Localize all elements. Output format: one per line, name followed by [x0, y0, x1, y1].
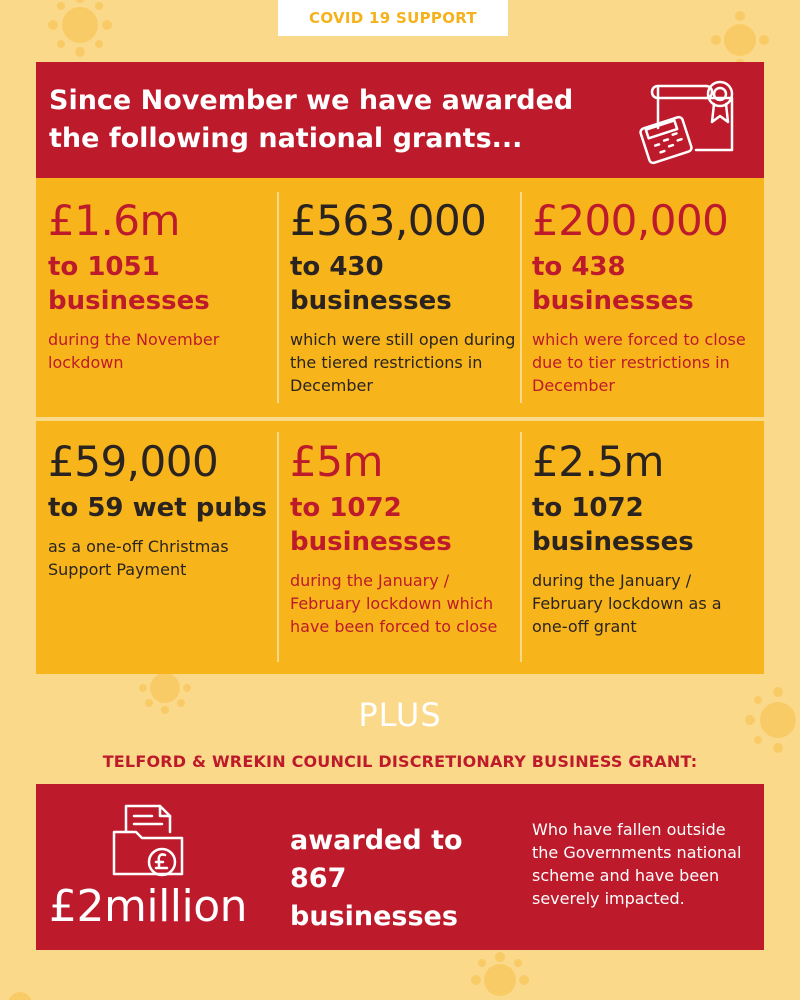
- grant-card-one-off: [532, 439, 758, 638]
- document-folder-pound-icon: [108, 802, 188, 884]
- grant-headline: to 430 businesses: [290, 252, 452, 316]
- grants-grid: [36, 178, 764, 674]
- grant-description: during the November lockdown: [48, 330, 220, 372]
- grant-description: during the January / February lockdown as a one-off grant: [532, 571, 722, 636]
- grant-amount: £2.5m: [532, 437, 664, 486]
- grant-headline: to 59 wet pubs: [48, 493, 267, 523]
- grant-headline: to 1072 businesses: [532, 493, 694, 557]
- column-divider: [520, 432, 522, 662]
- discretionary-headline: awarded to 867 businesses: [290, 825, 463, 932]
- grant-amount: £59,000: [48, 437, 219, 486]
- virus-icon: [0, 990, 40, 1000]
- grant-card-tier-closed: [532, 198, 758, 397]
- council-grant-heading: TELFORD & WREKIN COUNCIL DISCRETIONARY BUSINESS GRANT:: [102, 752, 698, 771]
- column-divider: [277, 432, 279, 662]
- column-divider: [277, 192, 279, 403]
- grant-amount: £200,000: [532, 196, 729, 245]
- discretionary-description: Who have fallen outside the Governments national scheme and have been severely impacted.: [532, 820, 742, 908]
- grant-amount: £5m: [290, 437, 383, 486]
- grant-card-tiered-open: [290, 198, 516, 397]
- grant-description: as a one-off Christmas Support Payment: [48, 537, 229, 579]
- grant-description: during the January / February lockdown which have been forced to close: [290, 571, 498, 636]
- virus-icon: [460, 950, 540, 1000]
- grant-card-november: [48, 198, 274, 374]
- covid-support-tag: COVID 19 SUPPORT: [278, 0, 508, 36]
- grant-card-wet-pubs: [48, 439, 274, 581]
- banner-title: Since November we have awarded the following national grants...: [49, 85, 574, 154]
- grant-description: which were forced to close due to tier restrictions in December: [532, 330, 746, 395]
- grant-amount: £1.6m: [48, 196, 180, 245]
- discretionary-grant-panel: [36, 784, 764, 950]
- virus-icon: [40, 0, 120, 60]
- grant-description: which were still open during the tiered restrictions in December: [290, 330, 516, 395]
- national-grants-banner: [36, 62, 764, 178]
- grant-headline: to 1051 businesses: [48, 252, 210, 316]
- grant-headline: to 438 businesses: [532, 252, 694, 316]
- column-divider: [520, 192, 522, 403]
- grant-card-lockdown-closed: [290, 439, 516, 638]
- grant-amount: £563,000: [290, 196, 487, 245]
- discretionary-amount: £2million: [49, 881, 248, 932]
- plus-heading: PLUS: [358, 696, 442, 734]
- row-divider: [36, 417, 764, 421]
- grant-headline: to 1072 businesses: [290, 493, 452, 557]
- virus-icon: [700, 10, 780, 70]
- certificate-calculator-icon: [636, 70, 746, 170]
